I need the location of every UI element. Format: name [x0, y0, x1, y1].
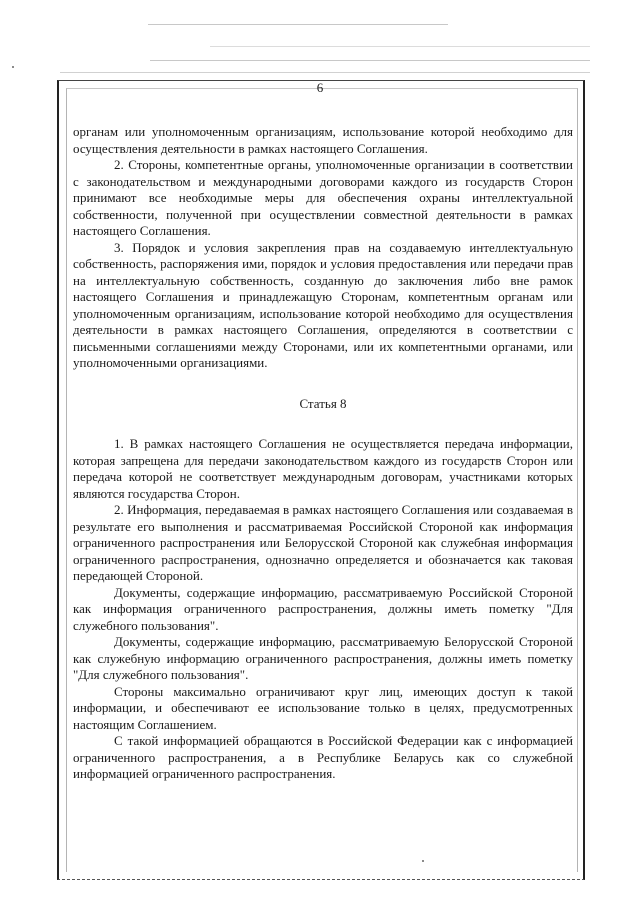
- paragraph: 2. Стороны, компетентные органы, уполномоченные организации в соответствии с законодательством и международными договорами каждого из государств Сторон принимают все необходимые меры для обеспечения охраны интеллектуальной собственности, полученной при осуществлении совместной деятельности в рамках настоящего Соглашения.: [73, 157, 573, 238]
- paragraph: органам или уполномоченным организациям, использование которой необходимо для осуществления деятельности в рамках настоящего Соглашения.: [73, 124, 573, 156]
- scan-artifact-line: [210, 46, 590, 47]
- paragraph: Документы, содержащие информацию, рассматриваемую Белорусской Стороной как служебную информацию ограниченного распространения, должны иметь пометку "Для служебного пользования".: [73, 634, 573, 682]
- scan-speck: [12, 66, 14, 68]
- paragraph: 2. Информация, передаваемая в рамках настоящего Соглашения или создаваемая в результате его выполнения и рассматриваемая Российской Стороной как информация ограниченного распространения или Белорусской Стороной как служебная информация ограниченного распространения, однозначно определяется и обозначается как таковая передающей Стороной.: [73, 502, 573, 583]
- paragraph: Документы, содержащие информацию, рассматриваемую Российской Стороной как информация ограниченного распространения, должны иметь пометку "Для служебного пользования".: [73, 584, 573, 633]
- page-number: 6: [316, 80, 324, 95]
- paragraph: С такой информацией обращаются в Российской Федерации как с информацией ограниченного распространения, а в Республике Беларусь как со служебной информацией ограниченного распространения.: [73, 733, 573, 781]
- article-heading: Статья 8: [299, 395, 347, 411]
- document-body: [73, 124, 573, 783]
- scan-speck: [422, 860, 424, 862]
- scan-artifact-line: [150, 60, 590, 61]
- paragraph: 3. Порядок и условия закрепления прав на создаваемую интеллектуальную собственность, распоряжения ими, порядок и условия предоставления или передачи прав на интеллектуальную собственность, созданную до заключения либо вне рамок настоящего Соглашения и принадлежащую Сторонам, компетентным органам или уполномоченным организациям, использование которой необходимо для осуществления деятельности в рамках настоящего Соглашения, определяются в соответствии с письменными соглашениями между Сторонами, или их компетентными органами, или уполномоченными организациями.: [73, 239, 573, 370]
- paragraph: Стороны максимально ограничивают круг лиц, имеющих доступ к такой информации, и обеспечивают ее использование только в целях, предусмотренных настоящим Соглашением.: [73, 683, 573, 732]
- scan-artifact-line: [60, 72, 590, 73]
- scan-artifact-line: [148, 24, 448, 25]
- paragraph: 1. В рамках настоящего Соглашения не осуществляется передача информации, которая запрещена для передачи законодательством каждого из государств Сторон или передача которой не соответствует международным договорам, участниками которых являются государства Сторон.: [73, 436, 573, 501]
